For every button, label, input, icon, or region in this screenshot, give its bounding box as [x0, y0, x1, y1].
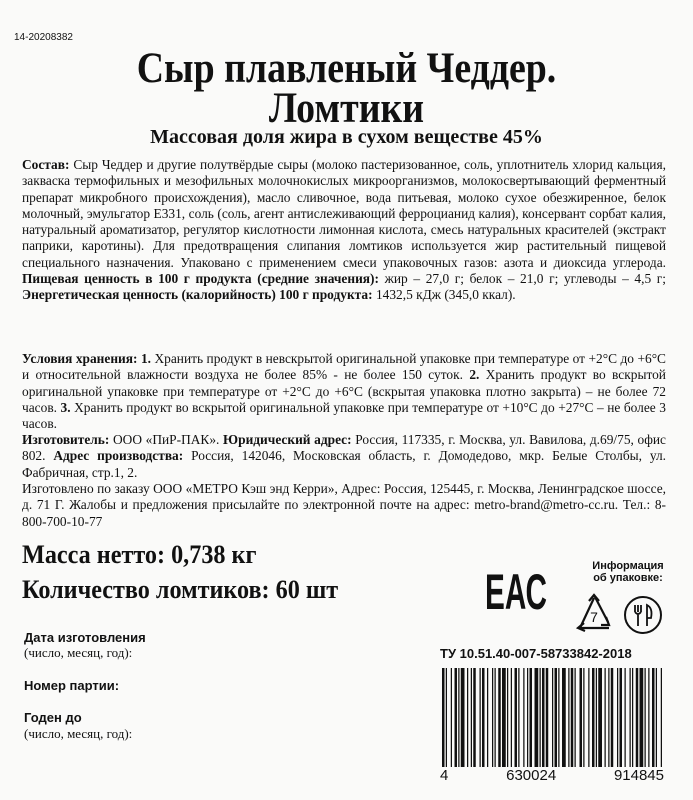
manufacture-date-label: Дата изготовления: [24, 630, 146, 645]
barcode-bar: [461, 668, 465, 778]
barcode-bar: [583, 668, 584, 778]
order-info-block: [22, 481, 666, 530]
barcode-bar: [480, 668, 481, 778]
storage-3-num: 3.: [60, 399, 71, 415]
storage-block: [22, 351, 666, 432]
barcode-bar: [605, 668, 606, 778]
best-before-label: Годен до: [24, 710, 82, 725]
barcode-bar: [555, 668, 558, 778]
barcode-digit-group-2: 630024: [506, 767, 557, 784]
barcode-bar: [442, 668, 445, 778]
barcode-bar: [546, 668, 549, 778]
barcode-bar: [527, 668, 528, 778]
production-address: Россия, 142046, Московская область, г. Домодедово, мкр. Белые Столбы, ул. Фабричная, стр.1, 2.: [22, 448, 667, 480]
composition-block: [22, 157, 666, 304]
manufacture-date-note: (число, месяц, год):: [24, 645, 133, 660]
storage-3-text: Хранить продукт во вскрытой оригинальной упаковке при температуре от +10°C до +27°C – не более 3 часов.: [22, 399, 666, 432]
barcode-bar: [575, 668, 576, 778]
energy-label: Энергетическая ценность (калорийность) 100 г продукта:: [22, 287, 373, 303]
batch-number-label: Номер партии:: [24, 678, 120, 693]
barcode-bar: [611, 668, 614, 778]
product-title-line2: Ломтики: [268, 85, 425, 132]
barcode-bar: [608, 668, 609, 778]
top-code: 14-20208382: [14, 32, 73, 43]
barcode-bar: [446, 668, 447, 778]
barcode-bar: [467, 668, 468, 778]
net-mass: Масса нетто: 0,738 кг: [22, 540, 257, 569]
barcode-bar: [455, 668, 458, 778]
nutrition-label: Пищевая ценность в 100 г продукта (средние значения):: [22, 271, 379, 287]
barcode-bar: [571, 668, 574, 778]
barcode-digits: [438, 767, 666, 784]
barcode-bar: [535, 668, 539, 778]
eac-icon: [484, 564, 548, 620]
barcode-bar: [471, 668, 472, 778]
barcode-bar: [648, 668, 649, 778]
barcode-bar: [625, 668, 626, 778]
barcode-bar: [652, 668, 655, 778]
barcode-bar: [620, 668, 623, 778]
barcode-bar: [523, 668, 524, 778]
barcode-bar: [656, 668, 657, 778]
barcode-bar: [630, 668, 631, 778]
barcode-bar: [518, 668, 519, 778]
barcode-bar: [495, 668, 496, 778]
barcode-bar: [502, 668, 506, 778]
barcode-bar: [645, 668, 646, 778]
barcode-bar: [588, 668, 589, 778]
barcode-bar: [492, 668, 493, 778]
barcode-bar: [661, 668, 662, 778]
storage-1-text: Хранить продукт в невскрытой оригинальной упаковке при температуре от +2°C до +6°C и относительной влажности воздуха не более 85% - не более 150 суток.: [22, 351, 666, 383]
food-safe-icon: [622, 594, 664, 636]
manufacturer-block: [22, 432, 666, 481]
barcode-bar: [568, 668, 569, 778]
barcode-bar: [498, 668, 501, 778]
barcode-bar: [482, 668, 485, 778]
tu-code: ТУ 10.51.40-007-58733842-2018: [440, 646, 632, 661]
nutrition-text: жир – 27,0 г; белок – 21,0 г; углеводы – 4,5 г;: [384, 271, 666, 287]
storage-label: Условия хранения:: [22, 351, 138, 366]
barcode-digit-group-1: 4: [440, 767, 449, 784]
barcode-bar: [596, 668, 597, 778]
storage-2-num: 2.: [469, 367, 480, 383]
slice-count: Количество ломтиков: 60 шт: [22, 575, 339, 604]
barcode-bar: [552, 668, 553, 778]
barcode-bar: [592, 668, 595, 778]
fat-content-subtitle: Массовая доля жира в сухом веществе 45%: [150, 126, 543, 148]
composition-label: Состав:: [22, 157, 70, 172]
barcode-bar: [580, 668, 583, 778]
order-text: Изготовлено по заказу ООО «МЕТРО Кэш энд Керри», Адрес: Россия, 125445, г. Москва, Ленинградское шоссе, д. 71 Г. Жалобы и предложения присылайте по электронной почте на адрес: metro-brand@metro-cc.ru. Тел.: 8-800-700-10-77: [22, 481, 666, 529]
barcode-bar: [640, 668, 644, 778]
barcode-bar: [515, 668, 518, 778]
barcode-bar: [540, 668, 541, 778]
manufacturer-name: ООО «ПиР-ПАК».: [113, 432, 220, 447]
barcode-bar: [530, 668, 533, 778]
barcode-bar: [636, 668, 639, 778]
energy-text: 1432,5 кДж (345,0 ккал).: [375, 287, 516, 303]
barcode-bar: [511, 668, 512, 778]
barcode-bar: [542, 668, 545, 778]
legal-address: Россия, 117335, г. Москва, ул. Вавилова, д.69/75, офис 802.: [22, 432, 666, 464]
barcode-bar: [632, 668, 633, 778]
packaging-info-label: Информация об упаковке:: [592, 560, 664, 584]
barcode-icon: [438, 668, 666, 778]
barcode-bar: [507, 668, 508, 778]
storage-2-text: Хранить продукт во вскрытой оригинальной упаковке при температуре от +2°C до +6°C (вскрытая упаковка плотно закрыта) – не более 72 часов.: [22, 367, 666, 415]
barcode-bar: [473, 668, 476, 778]
barcode-bar: [617, 668, 618, 778]
legal-address-label: Юридический адрес:: [223, 432, 352, 447]
barcode-bar: [562, 668, 566, 778]
composition-text: Сыр Чеддер и другие полутвёрдые сыры (молоко пастеризованное, соль, уплотнитель хлорид кальция, закваска термофильных и мезофильных молочнокислых микроорганизмов, молокосвертывающий ферментный препарат микробного происхождения), масло сливочное, вода питьевая, молоко сухое обезжиренное, белок молочный, эмульгатор Е331, соль (соль, агент антислеживающий ферроцианид калия), консервант сорбат калия, натуральный ароматизатор, регулятор кислотности лимонная кислота, смесь натуральных красителей (экстракт паприки, каротины). Для предотвращения слипания ломтиков используется жир растительный пищевой специального назначения. Упаковано с применением смеси упаковочных газов: азота и диоксида углерода.: [22, 157, 666, 270]
manufacturer-label: Изготовитель:: [22, 432, 110, 447]
barcode-digit-group-3: 914845: [613, 767, 664, 784]
barcode-bar: [487, 668, 488, 778]
barcode-bar: [458, 668, 459, 778]
product-title-line1: Сыр плавленый Чеддер.: [136, 45, 557, 92]
storage-1-num: 1.: [140, 351, 151, 366]
barcode-bar: [451, 668, 452, 778]
eac-mark-text: ЕАС: [485, 564, 547, 620]
barcode-bar: [558, 668, 559, 778]
recycle-icon: [572, 592, 616, 636]
production-address-label: Адрес производства:: [53, 448, 184, 464]
barcode-bar: [598, 668, 602, 778]
best-before-note: (число, месяц, год):: [24, 726, 133, 741]
recycle-code: 7: [590, 609, 598, 625]
